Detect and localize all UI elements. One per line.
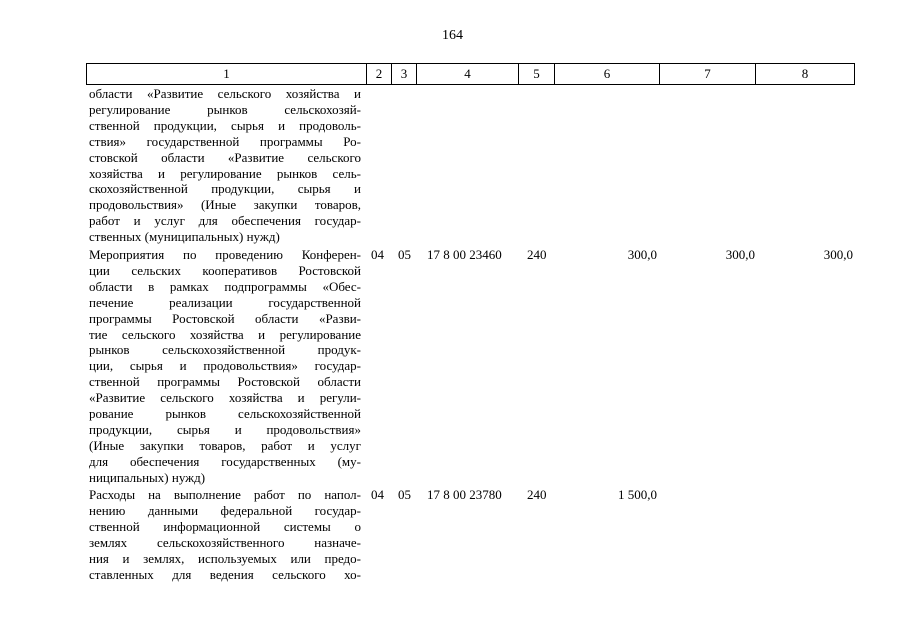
cell-target-article: 17 8 00 23460 — [427, 247, 502, 262]
cell-amount-col7: 300,0 — [725, 247, 755, 262]
description-line: ции сельских кооперативов Ростовской — [89, 262, 361, 278]
description-line: работ и услуг для обеспечения государ- — [89, 213, 361, 229]
cell-section: 04 — [371, 487, 384, 502]
description-line: ниципальных) нужд) — [89, 469, 206, 485]
cell-amount-col6: 1 500,0 — [618, 487, 657, 502]
description-line: продовольствия» (Иные закупки товаров, — [89, 197, 361, 213]
description-line: для обеспечения государственных (му- — [89, 453, 361, 469]
description-line: ственной программы Ростовской области — [89, 374, 361, 390]
cell-expense-type: 240 — [527, 487, 547, 502]
description-line: рынков сельскохозяйственной продук- — [89, 342, 361, 358]
description-line: ставленных для ведения сельского хо- — [89, 566, 361, 582]
description-line: регулирование рынков сельскохозяй- — [89, 101, 361, 117]
header-col-7: 7 — [660, 64, 756, 85]
header-col-5: 5 — [519, 64, 555, 85]
description-line: рование рынков сельскохозяйственной — [89, 406, 361, 422]
description-line: Расходы на выполнение работ по напол- — [89, 487, 361, 502]
description-line: землях сельскохозяйственного назначе- — [89, 534, 361, 550]
description-line: скохозяйственной продукции, сырья и — [89, 181, 361, 197]
header-col-3: 3 — [392, 64, 417, 85]
cell-subsection: 05 — [398, 487, 411, 502]
description-line: печение реализации государственной — [89, 294, 361, 310]
description-line: нению данными федеральной государ- — [89, 502, 361, 518]
description-line: ния и землях, используемых или предо- — [89, 550, 361, 566]
cell-section: 04 — [371, 247, 384, 262]
description-line: ствия» государственной программы Ро- — [89, 133, 361, 149]
header-col-8: 8 — [756, 64, 855, 85]
description-line: тие сельского хозяйства и регулирование — [89, 326, 361, 342]
header-col-1: 1 — [87, 64, 367, 85]
row-description — [89, 86, 361, 245]
description-line: ции, сырья и продовольствия» государ- — [89, 358, 361, 374]
description-line: программы Ростовской области «Разви- — [89, 310, 361, 326]
description-line: продукции, сырья и продовольствия» — [89, 421, 361, 437]
description-line: (Иные закупки товаров, работ и услуг — [89, 437, 361, 453]
row-description — [89, 247, 361, 486]
cell-target-article: 17 8 00 23780 — [427, 487, 502, 502]
description-line: ственной продукции, сырья и продоволь- — [89, 117, 361, 133]
cell-amount-col8: 300,0 — [823, 247, 853, 262]
description-line: ственной информационной системы о — [89, 518, 361, 534]
cell-subsection: 05 — [398, 247, 411, 262]
header-col-6: 6 — [555, 64, 660, 85]
header-col-2: 2 — [367, 64, 392, 85]
cell-expense-type: 240 — [527, 247, 547, 262]
row-description — [89, 487, 361, 582]
description-line: Мероприятия по проведению Конферен- — [89, 247, 361, 262]
description-line: «Развитие сельского хозяйства и регули- — [89, 390, 361, 406]
description-line: стовской области «Развитие сельского — [89, 149, 361, 165]
description-line: хозяйства и регулирование рынков сель- — [89, 165, 361, 181]
table-header — [86, 63, 855, 85]
page-number: 164 — [442, 28, 463, 43]
header-row — [87, 64, 855, 85]
description-line: области «Развитие сельского хозяйства и — [89, 86, 361, 101]
header-col-4: 4 — [417, 64, 519, 85]
description-line: области в рамках подпрограммы «Обес- — [89, 278, 361, 294]
description-line: ственных (муниципальных) нужд) — [89, 229, 280, 245]
cell-amount-col6: 300,0 — [627, 247, 657, 262]
